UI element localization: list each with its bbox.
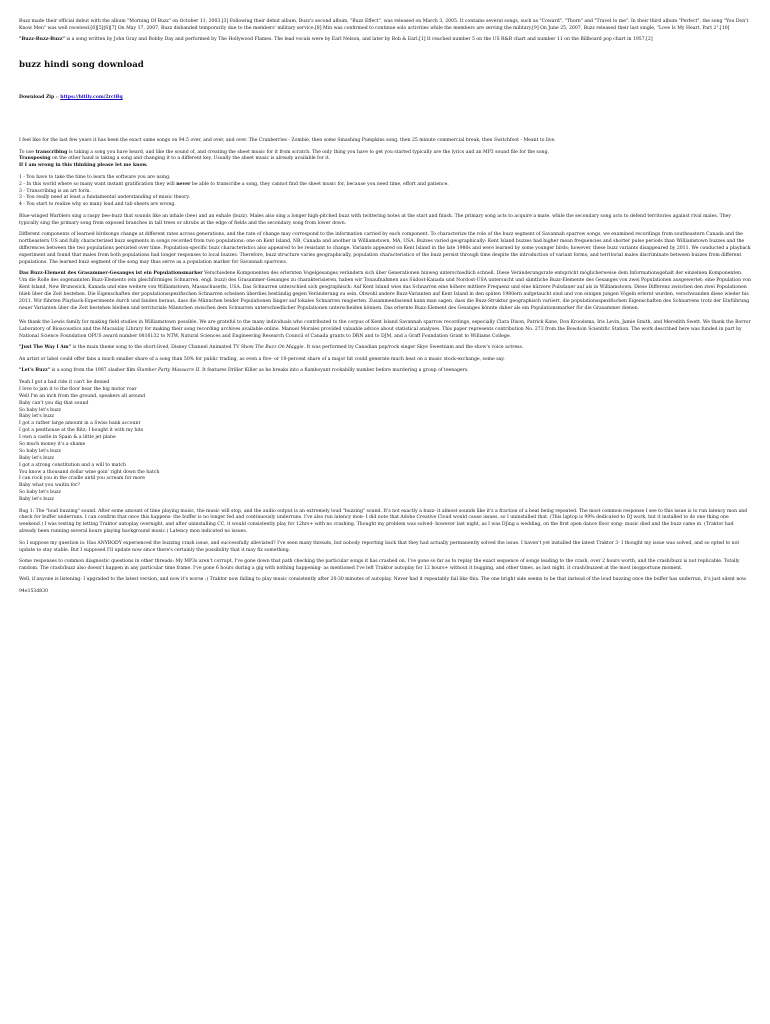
lyric-line: Baby let's buzz [19,414,54,420]
film-title: Slumber Party Massacre II [136,368,200,374]
german-title: Das Buzz-Element des Grasammer-Gesanges ist ein Populationsmarker [19,271,203,277]
just-the-way-paragraph [19,345,752,352]
sparrow-abstract-paragraph: Different components of learned birdsongs change at different rates across generations, and the rate of change may correspond to the information carried by each component. To characterize the role of the buzz segment of Savannah sparrow songs, we examined recordings from southeastern Canada and the northeastern US and fully characterized buzz segments in songs recorded from two populations: one on Kent Island, NB, Canada and another in Williamstown, MA, USA. Buzzes varied geographically: Kent Island buzzes had higher mean frequencies and shorter pulse periods than Williamstown buzzes and the differences between the two populations persisted over time. Population-specific buzz characteristics also appeared to be resistant to change. Variants appeared on Kent Island in the late 1980s and were learned by some younger birds; however, these buzz variants disappeared by 2011. We conducted a playback experiment and found that males from both populations had longer responses to local buzzes. Therefore, buzz structure varies geographically, population characteristics of the buzz persist through time despite the introduction of variant forms; and territorial males discriminate between buzzes from different populations. The learned buzz segment of the song may thus serve as a population marker for Savannah sparrows. [19,232,751,265]
lyric-stanza [19,463,752,491]
paragraph-text: is a song from the 1987 slasher film [50,368,137,374]
lyric-line: So baby let's buzz [19,407,61,413]
paragraph-text: is a song written by John Gray and Bobby Day and performed by The Hollywood Flames. The lead vocals were by Earl Nelson, and later by Bob & Earl.[1] It reached number 5 on the US R&B chart and number 11 on the Billboard pop chart in 1957.[2] [64,37,653,43]
diagnostics-paragraph: Some responses to common diagnostic questions in other threads: My MP3s aren't corrupt, I've gone down that path checking the particular songs it has crashed on. I've gone so far as to replay the exact sequence of songs leading to the crash, over 2 hours worth, and the crash/buzz is not replicable. Totally random. The crash/buzz also doesn't happen in any particular time frame. I've gone 6 hours during a gig with nothing happening- as mentioned I've left Traktor autoplay for 12 hours+ without it bugging, and other times, as last night, it crash/buzzed at the most inopportune moment. [19,559,740,571]
paragraph-text: is taking a song you have heard, and like the sound of, and creating the sheet music for it from scratch. The only thing you have to get you started typically are the lyrics and an MP3 sound file for the song. [67,149,549,155]
list-item: 1 - You have to take the time to learn the software you are using. [19,174,171,180]
lyric-line: So baby let's buzz [19,448,61,454]
tips-list [19,175,752,209]
question-paragraph: So I suppose my question is: Has ANYBODY experienced the buzzing crash issue, and successfully alleviated? I've seen many threads, but nobody reporting back that they had actually permanently solved the issue. I haven't yet installed the latest Traktor 3- I thought my issue was solved, and so opted to not update to stay stable. But I supposed I'll update now since there's certainly the possibility that it may fix something. [19,540,740,553]
lyric-line: Baby what you waitin for? [19,483,80,489]
download-label: Download Zip [19,95,55,101]
page-title: buzz hindi song download [19,59,144,70]
bold-note: If I am wrong in this thinking please let me know. [19,163,148,169]
paragraph-text: Verschiedene Komponenten des erlernten Vogelgesanges verändern sich über Generationen hinweg unterschiedlich schnell. Diese Veränderungsrate entspricht möglicherweise dem Informationsgehalt der einzelnen Komponenten. Um die Rolle des sogenannten Buzz-Elements (ein gleichförmiges Schnarren, engl. buzz) des Grasammer-Gesanges zu charakterisieren, haben wir Tonaufnahmen aus Südost-Kanada und Nordost-USA untersucht und sämtliche Buzz-Elemente des Gesanges von zwei Populationen ausgewertet: eine Population von Kent Island, New Brunswick, Kanada und eine weitere von Williamstown, Massachusetts, USA. Das Schnarren unterschied sich geographisch: Auf Kent Island wies das Schnarren eine höhere mittlere Frequenz und eine kürzere Pulsdauer auf als in Williamstown. Diese Differenz zwischen den zwei Populationen blieb über die Zeit bestehen. Die Eigenschaften der populationsspezifischen Schnarren scheinen überdies beständig gegen Veränderung zu sein. Obwohl andere Buzz-Varianten auf Kent Island in den späten 1980ern aufgetaucht sind und von einigen jungen Vögeln erlernt wurden, verschwanden diese wieder bis 2011. Wir führten Playback-Experimente durch und fanden heraus, dass die Männchen beider Populationen länger auf lokales Schnarren reagierten. Zusammenfassend kann man sagen, dass die Buzz-Struktur geographisch variiert, die populationsspezifischen Eigenschaften des Schnarrens trotz der Einführung neuer Varianten über die Zeit bestehen bleiben und territoriale Männchen zwischen dem Schnarren unterschiedlicher Populationen unterscheiden können. Das erlernte Buzz-Element des Gesanges könnte daher als ein Populationsmarker für die Grasammer dienen. [19,271,751,311]
transcribing-paragraph [19,150,752,171]
list-item: 2 - In this world where so many want instant gratification they will never be able to transcribe a song, they cannot find the sheet music for, because you need time, effort and patience. [19,181,449,187]
lyric-stanza [19,380,752,408]
hash-code: 94e153d830 [19,588,49,594]
list-item: 3 - Transcribing is an art form. [19,188,91,194]
paragraph-text: . It features Driller Killer as he breaks into a flamboyant rockabilly number before murdering a group of teenagers. [199,368,469,374]
lyric-line: I love to jam it to the floor hear the big motor roar [19,386,137,392]
lets-buzz-paragraph [19,368,752,375]
lyric-stanza [19,449,752,463]
lyric-line: Well I'm an inch from the ground, speakers all around [19,393,146,399]
download-separator: :: [54,95,61,101]
song-title: "Just The Way I Am" [19,345,72,351]
list-item: 4 - You start to realize why so many lead and tab sheets are wrong. [19,202,176,208]
lyric-line: I got a penthouse at the Ritz; I bought it with my hits [19,428,144,434]
paragraph-text: is the main theme song to the short-lived, Disney Channel Animated TV Show [71,345,256,351]
lyric-line: I own a castle in Spain & a little jet plane [19,435,116,441]
song-title: "Let's Buzz" [19,368,51,374]
update-paragraph: Well, if anyone is listening- I upgraded to the latest version, and now it's worse :) Traktor now failing to play music consistently after 20-30 minutes of autoplay. Never had it repeatably fail like this. The one bright side seems to be that instead of the loud buzzing once the buffer has underrun, it's just silent now. [19,577,747,583]
lyric-line: So much money it's a shame [19,441,86,447]
lyric-line: Baby let's buzz [19,497,54,503]
acknowledgements-paragraph: We thank the Lewis family for making field studies in Williamstown possible. We are grateful to the many individuals who contributed to the corpus of Kent Island Savannah sparrow recordings, especially Clara Dixon, Patrick Kane, Don Kroodsma, Iris Levin, Jamie Smith, and Meredith Swett. We thank the Borror Laboratory of Bioacoustics and the Macaulay Library for making their song recording archives available online. Manuel Morales provided valuable advice about statistical analyses. This paper represents contribution No. 273 from the Bowdoin Scientific Station. The work described here was funded in part by National Science Foundation OPUS award number 0816132 to NTW, Natural Sciences and Engineering Research Council of Canada grants to DRN and to DJM, and a Graff Foundation Grant to Williams College. [19,320,751,339]
download-link[interactable]: https://bltlly.com/2rciBq [60,95,123,101]
lyric-line: I got a rather large amount in a Swiss bank account [19,421,141,427]
buzz-buzz-buzz-paragraph [19,37,752,44]
lyric-stanza [19,421,752,449]
paragraph-text: on the other hand is taking a song and changing it to a different key. Usually the sheet music is already available for it. [50,156,331,162]
bug-report-paragraph: Bug 1: The "loud buzzing" sound. After some amount of time playing music, the music will stop, and the audio output is an extremely loud "buzzing" sound. It's not exactly a buzz- it almost sounds like it's a fraction of a beat being repeated. The most common response I see to this issue is to run latency mon and check for buffer underruns. I can confirm that once this happens- the buffer is no longer fed and continuously underruns. I've also run latency mon- I did note that Adobe Creative Cloud would cause issues, so I uninstalled that. (This laptop is 99% dedicated to DJ work, but it installed to do one thing one weekend.) I was testing by letting Traktor autoplay overnight, and after uninstalling CC, it would consistently play for 12hrs+ with no crashing. Thought my problem was solved- however last night, as I was DJing a wedding, on the first open dance floor song- music died and the buzz came in. (Traktor had already been running several hours playing background music.) Latency mon indicated no issues. [19,508,748,535]
intro-paragraph: Buzz made their official debut with the album "Morning Of Buzz" on October 11, 2003.[3] Following their debut album, Buzz's second album, "Buzz Effect", was released on March 3, 2005. It contains several songs, such as "Coward", "Thorn" and "Travel to me". In their third album "Perfect", the song "You Don't Know Men" was well received.[6][5][6][7] On May 17, 2007, Buzz disbanded temporarily due to the members' military service.[8] Min was confirmed to continue solo activities while the members are serving the military.[9] On June 25, 2007, Buzz released their last single, "Love Is My Heart, Part 2".[10] [19,19,749,31]
paragraph-text: To use [19,149,36,155]
lyric-line: I got a strong constitution and a will to match [19,462,126,468]
lyric-line: So baby let's buzz [19,490,61,496]
music-stock-paragraph: An artist or label could offer fans a much smaller share of a song than 50% for public trading, as even a five- or 10-percent share of a major hit could generate much heat on a music stock-exchange, some say. [19,356,505,362]
bold-term: transcribing [35,149,68,155]
lyric-line: Baby can't you dig that sound [19,400,89,406]
lyric-line: Yeah I got a bad ride it can't be denied [19,379,110,385]
bold-term: Transposing [19,156,51,162]
list-item: 3 - You really need at least a fundamental understanding of music theory. [19,195,190,201]
lyric-line: I can rock you in the cradle until you scream for more [19,476,146,482]
german-abstract-paragraph [19,271,752,312]
download-line [19,95,752,102]
lyric-line: You know a thousand dollar wine goin' right down the hatch [19,469,160,475]
warbler-paragraph: Blue-winged Warblers sing a raspy bee-buzz that sounds like an inhale (bee) and an exhale (buzz). Males also sing a longer high-pitched buzz with twittering notes at the start and finish. The primary song acts to acquire a mate, while the secondary song acts to defend territories against rival males. They typically sing the primary song from exposed branches in tall trees or shrubs at the edge of fields and the secondary song from lower down. [19,213,731,226]
song-title-buzz-buzz-buzz: "Buzz-Buzz-Buzz" [19,37,65,43]
radio-paragraph: I feel like for the last few years it has been the exact same songs on 94.5 over, and over, and over. The Cranberries - Zombie, then some Smashing Pumpkins song, then 25 minute commercial break, then Switchfoot - Meant to live. [19,138,556,144]
lyrics [19,380,752,504]
lyric-stanza [19,408,752,422]
paragraph-text: . It was performed by Canadian pop/rock singer Skye Sweetnam and the show's voice actress. [303,345,524,351]
lyric-stanza [19,490,752,504]
lyric-line: Baby let's buzz [19,455,54,461]
show-title: The Buzz On Maggie [255,345,304,351]
